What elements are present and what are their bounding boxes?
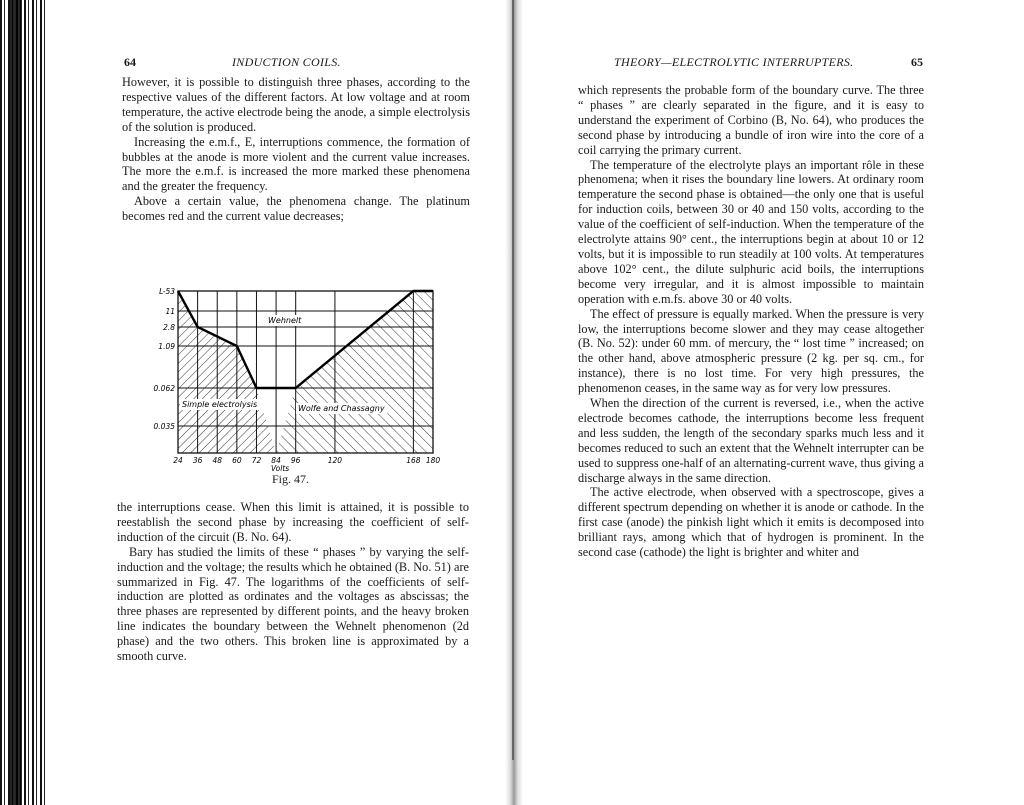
paragraph: Increasing the e.m.f., E, interruptions commence, the formation of bubbles at the anode is more violent and the current value increases. The more the e.m.f. is increased the more marked these phenomena and the greater the frequency. [122, 134, 470, 194]
figure-caption: Fig. 47. [272, 472, 310, 486]
x-tick-label: 60 [232, 456, 242, 465]
paragraph: The effect of pressure is equally marked. When the pressure is very low, the interruptions become slower and they may cease altogether (B. No. 52): under 60 mm. of mercury, the “ lost time ” increased; on the other hand, above atmospheric pressure (2 kg. per sq. cm., for instance), there is no lost time. For very high pressures, the phenomenon ceases, in the same way as for very low pressures. [578, 306, 924, 396]
left-text-top [122, 75, 470, 224]
left-text-bottom [117, 500, 469, 664]
paragraph: Above a certain value, the phenomena change. The platinum becomes red and the current value decreases; [122, 194, 470, 224]
x-axis-label: Volts [270, 464, 290, 473]
binding-shadow [10, 0, 22, 805]
running-head-right: THEORY—ELECTROLYTIC INTERRUPTERS. [614, 55, 854, 69]
x-tick-label: 36 [192, 456, 203, 465]
paragraph: the interruptions cease. When this limit is attained, it is possible to reestablish the second phase by increasing the coefficient of self-induction of the circuit (B. No. 64). [117, 500, 469, 544]
x-tick-label: 48 [212, 456, 223, 465]
right-text [578, 83, 924, 560]
region-simple-electrolysis [178, 291, 276, 453]
x-tick-label: 120 [327, 456, 343, 465]
paragraph: The active electrode, when observed with a spectroscope, gives a different spectrum depending on whether it is anode or cathode. In the first case (anode) the pinkish light which it emits is decomposed into brilliant rays, among which that of hydrogen is prominent. In the second case (cathode) the light is brighter and whiter and [578, 485, 924, 560]
y-tick-label: 2.8 [163, 323, 175, 332]
region-label: Wolfe and Chassagny [298, 404, 385, 413]
binding-edge [0, 0, 48, 805]
x-tick-label: 96 [290, 456, 301, 465]
x-tick-label: 180 [425, 456, 441, 465]
x-tick-label: 168 [406, 456, 421, 465]
x-tick-label: 24 [173, 456, 183, 465]
figure-47-chart [148, 283, 448, 483]
y-tick-label: 1.09 [158, 342, 175, 351]
paragraph: The temperature of the electrolyte plays an important rôle in these phenomena; when it rises the boundary line lowers. At ordinary room temperature the second phase is obtained—the only one that is useful for induction coils, between 30 or 40 and 150 volts, according to the value of the coefficient of self-induction. When the temperature of the electrolyte attains 90° cent., the interruptions begin at about 10 or 12 volts, but it is impossible to run steadily at 100 volts. At temperatures above 102° cent., the dilute sulphuric acid boils, the interruptions become very irregular, and it is almost impossible to maintain operation with e.m.fs. above 30 or 40 volts. [578, 157, 924, 306]
paragraph: which represents the probable form of the boundary curve. The three “ phases ” are clearly separated in the figure, and it is easy to understand the experiment of Corbino (B, No. 64), who produces the second phase by introducing a bundle of iron wire into the core of a coil carrying the primary current. [578, 83, 924, 157]
region-label: Simple electrolysis [182, 400, 258, 409]
paragraph: When the direction of the current is reversed, i.e., when the active electrode becomes cathode, the interruptions become less frequent and less sudden, the length of the secondary sparks much less and it becomes reduced to such an extent that the Wehnelt interrupter can be used to suppress one-half of an alternating-current wave, thus giving a discharge always in the same direction. [578, 396, 924, 485]
page-number-left: 64 [124, 55, 136, 69]
y-tick-label: 11 [165, 307, 175, 316]
page-number-right: 65 [911, 55, 923, 69]
right-page [510, 0, 1024, 805]
x-tick-label: 72 [251, 456, 262, 465]
left-page [0, 0, 510, 805]
region-label: Wehnelt [268, 316, 302, 325]
x-tick-label: 84 [271, 456, 281, 465]
running-head-left: INDUCTION COILS. [232, 55, 341, 69]
paragraph: However, it is possible to distinguish three phases, according to the respective values of the different factors. At low voltage and at room temperature, the active electrode being the anode, a simple electrolysis of the solution is produced. [122, 75, 470, 134]
paragraph: Bary has studied the limits of these “ phases ” by varying the self-induction and the voltage; the results which he obtained (B. No. 51) are summarized in Fig. 47. The logarithms of the coefficients of self-induction are plotted as ordinates and the voltages as abscissas; the three phases are represented by different points, and the heavy broken line indicates the boundary between the Wehnelt phenomenon (2d phase) and the two others. This broken line is approximated by a smooth curve. [117, 544, 469, 664]
y-tick-label: 0.062 [153, 384, 175, 393]
y-tick-label: 0.035 [153, 422, 175, 431]
y-tick-label: L-53 [159, 287, 175, 296]
